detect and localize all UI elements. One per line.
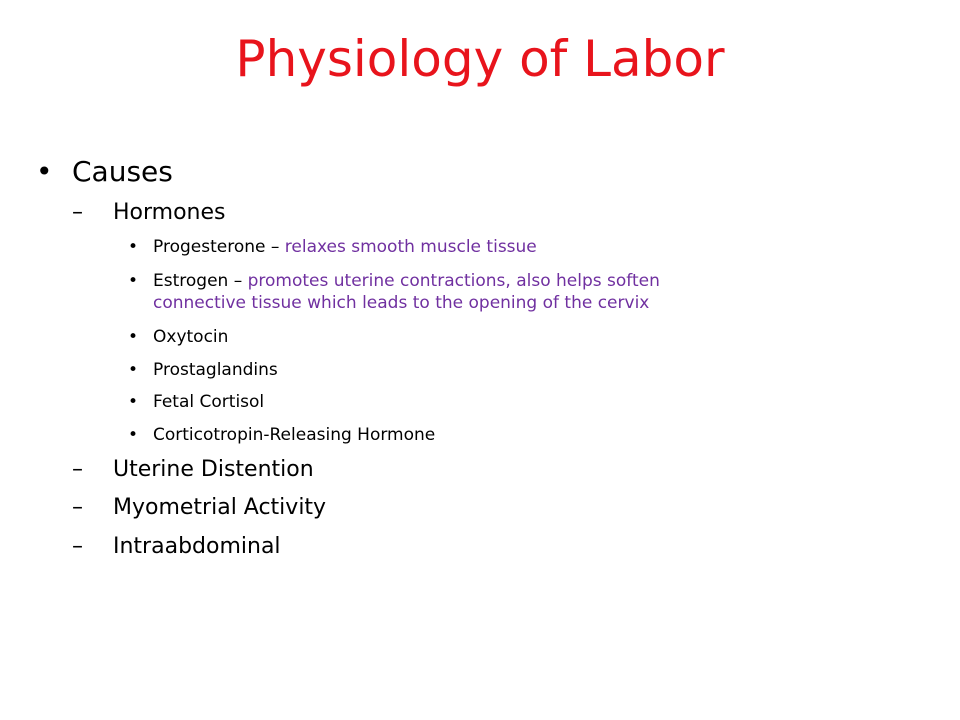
hormone-description: promotes uterine contractions, also helps soften [247,271,660,291]
hormone-name: Prostaglandins [153,360,278,380]
hormones-label: Hormones [113,200,226,225]
causes-label: Causes [72,155,173,188]
hormone-name: Fetal Cortisol [153,392,265,412]
hormone-name: Oxytocin [153,327,229,347]
dash-icon: – [72,534,83,559]
bullet-icon: • [128,360,139,380]
slide-title: Physiology of Labor [235,30,725,88]
hormone-description: relaxes smooth muscle tissue [284,237,537,257]
hormone-name: Corticotropin-Releasing Hormone [153,425,436,445]
bullet-icon: • [128,425,139,445]
bullet-icon: • [36,155,53,188]
hormone-description-continued: connective tissue which leads to the opening of the cervix [153,293,650,313]
hormone-separator: – [265,237,285,257]
hormone-name: Estrogen [153,271,229,291]
cause-label: Intraabdominal [113,534,281,559]
bullet-icon: • [128,392,139,412]
dash-icon: – [72,200,83,225]
cause-label: Myometrial Activity [113,495,327,520]
hormone-separator: – [228,271,248,291]
bullet-icon: • [128,237,139,257]
dash-icon: – [72,495,83,520]
bullet-icon: • [128,327,139,347]
cause-label: Uterine Distention [113,457,314,482]
hormone-name: Progesterone [153,237,266,257]
bullet-icon: • [128,271,139,291]
dash-icon: – [72,457,83,482]
